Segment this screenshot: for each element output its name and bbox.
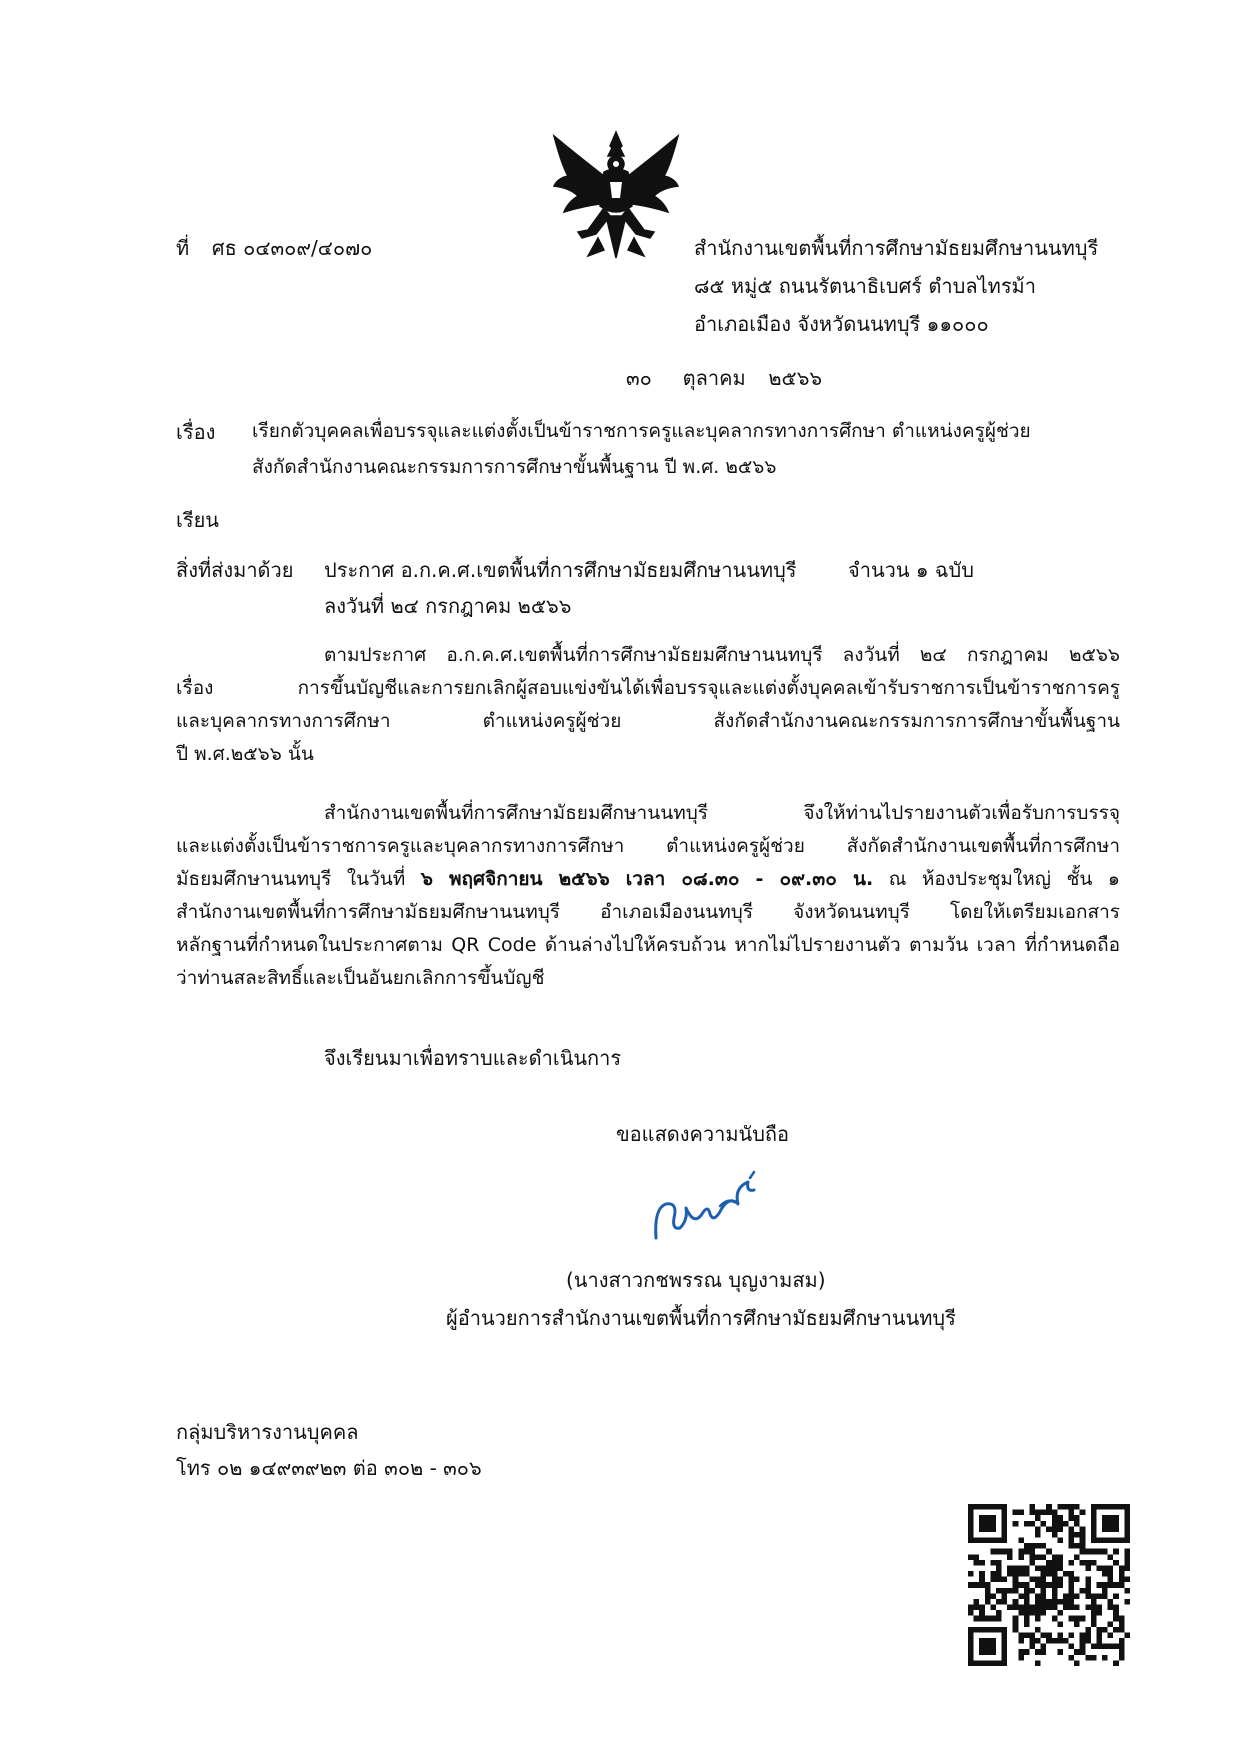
subject-label: เรื่อง bbox=[176, 420, 216, 444]
footer-phone: โทร ๐๒ ๑๔๙๓๙๒๓ ต่อ ๓๐๒ - ๓๐๖ bbox=[176, 1456, 482, 1480]
paragraph-2-line3-start: มัธยมศึกษานนทบุรี ในวันที่ bbox=[176, 868, 421, 890]
reference-block bbox=[176, 236, 372, 260]
paragraph-2-line6: ว่าท่านสละสิทธิ์และเป็นอันยกเลิกการขึ้นบัญชี bbox=[176, 967, 545, 989]
footer-department: กลุ่มบริหารงานบุคคล bbox=[176, 1420, 359, 1444]
signature-image bbox=[650, 1168, 790, 1248]
paragraph-1-line1: ตามประกาศ อ.ก.ค.ศ.เขตพื้นที่การศึกษามัธยมศึกษานนทบุรี ลงวันที่ ๒๔ กรกฎาคม ๒๕๖๖ bbox=[324, 644, 1120, 666]
signatory-position: ผู้อำนวยการสำนักงานเขตพื้นที่การศึกษามัธยมศึกษานนทบุรี bbox=[446, 1306, 956, 1330]
enclosure-label: สิ่งที่ส่งมาด้วย bbox=[176, 558, 294, 582]
paragraph-1-line2: เรื่อง การขึ้นบัญชีและการยกเลิกผู้สอบแข่งขันได้เพื่อบรรจุและแต่งตั้งบุคคลเข้ารับราชการเป็นข้าราชการครู bbox=[176, 677, 1120, 699]
office-address-line1: ๘๕ หมู่๕ ถนนรัตนาธิเบศร์ ตำบลไทรม้า bbox=[694, 274, 1036, 298]
paragraph-2-line2: และแต่งตั้งเป็นข้าราชการครูและบุคลากรทางการศึกษา ตำแหน่งครูผู้ช่วย สังกัดสำนักงานเขตพื้นที่การศึกษา bbox=[176, 835, 1120, 857]
date-month: ตุลาคม bbox=[682, 366, 746, 390]
paragraph-2-line3-end: ณ ห้องประชุมใหญ่ ชั้น ๑ bbox=[873, 868, 1120, 890]
paragraph-2-line4: สำนักงานเขตพื้นที่การศึกษามัธยมศึกษานนทบุรี อำเภอเมืองนนทบุรี จังหวัดนนทบุรี โดยให้เตรียมเอกสาร bbox=[176, 901, 1120, 923]
garuda-emblem-icon bbox=[548, 126, 684, 266]
date-day: ๓๐ bbox=[626, 366, 652, 390]
enclosure-line1: ประกาศ อ.ก.ค.ศ.เขตพื้นที่การศึกษามัธยมศึกษานนทบุรี bbox=[324, 558, 797, 582]
date-year: ๒๕๖๖ bbox=[768, 366, 823, 390]
enclosure-count: จำนวน ๑ ฉบับ bbox=[848, 558, 974, 582]
complimentary-close: ขอแสดงความนับถือ bbox=[616, 1122, 790, 1146]
office-address-line2: อำเภอเมือง จังหวัดนนทบุรี ๑๑๐๐๐ bbox=[694, 312, 989, 336]
subject-line1: เรียกตัวบุคคลเพื่อบรรจุและแต่งตั้งเป็นข้าราชการครูและบุคลากรทางการศึกษา ตำแหน่งครูผู้ช่วย bbox=[252, 420, 1031, 442]
qr-code-icon[interactable] bbox=[968, 1504, 1130, 1666]
paragraph-2-line3 bbox=[176, 868, 1120, 901]
office-name: สำนักงานเขตพื้นที่การศึกษามัธยมศึกษานนทบุรี bbox=[694, 236, 1099, 260]
letter-date bbox=[626, 366, 822, 390]
paragraph-2-line5: หลักฐานที่กำหนดในประกาศตาม QR Code ด้านล่างไปให้ครบถ้วน หากไม่ไปรายงานตัว ตามวัน เวลา ที่กำหนดถือ bbox=[176, 934, 1120, 956]
paragraph-2 bbox=[176, 802, 1120, 1000]
paragraph-1 bbox=[176, 644, 1120, 776]
subject-line2: สังกัดสำนักงานคณะกรรมการการศึกษาขั้นพื้นฐาน ปี พ.ศ. ๒๕๖๖ bbox=[252, 456, 777, 478]
signatory-name: (นางสาวกชพรรณ บุญงามสม) bbox=[566, 1268, 826, 1292]
paragraph-2-line1: สำนักงานเขตพื้นที่การศึกษามัธยมศึกษานนทบุรี จึงให้ท่านไปรายงานตัวเพื่อรับการบรรจุ bbox=[324, 802, 1120, 824]
salutation: เรียน bbox=[176, 508, 219, 532]
reference-number: ศธ ๐๔๓๐๙/๔๐๗๐ bbox=[211, 236, 373, 260]
paragraph-1-line3: และบุคลากรทางการศึกษา ตำแหน่งครูผู้ช่วย สังกัดสำนักงานคณะกรรมการการศึกษาขั้นพื้นฐาน bbox=[176, 710, 1120, 732]
closing-statement: จึงเรียนมาเพื่อทราบและดำเนินการ bbox=[324, 1046, 622, 1070]
report-datetime: ๖ พฤศจิกายน ๒๕๖๖ เวลา ๐๘.๓๐ - ๐๙.๓๐ น. bbox=[420, 868, 874, 890]
enclosure-line2: ลงวันที่ ๒๔ กรกฎาคม ๒๕๖๖ bbox=[324, 594, 572, 618]
reference-label: ที่ bbox=[176, 236, 190, 260]
paragraph-1-line4: ปี พ.ศ.๒๕๖๖ นั้น bbox=[176, 743, 314, 765]
